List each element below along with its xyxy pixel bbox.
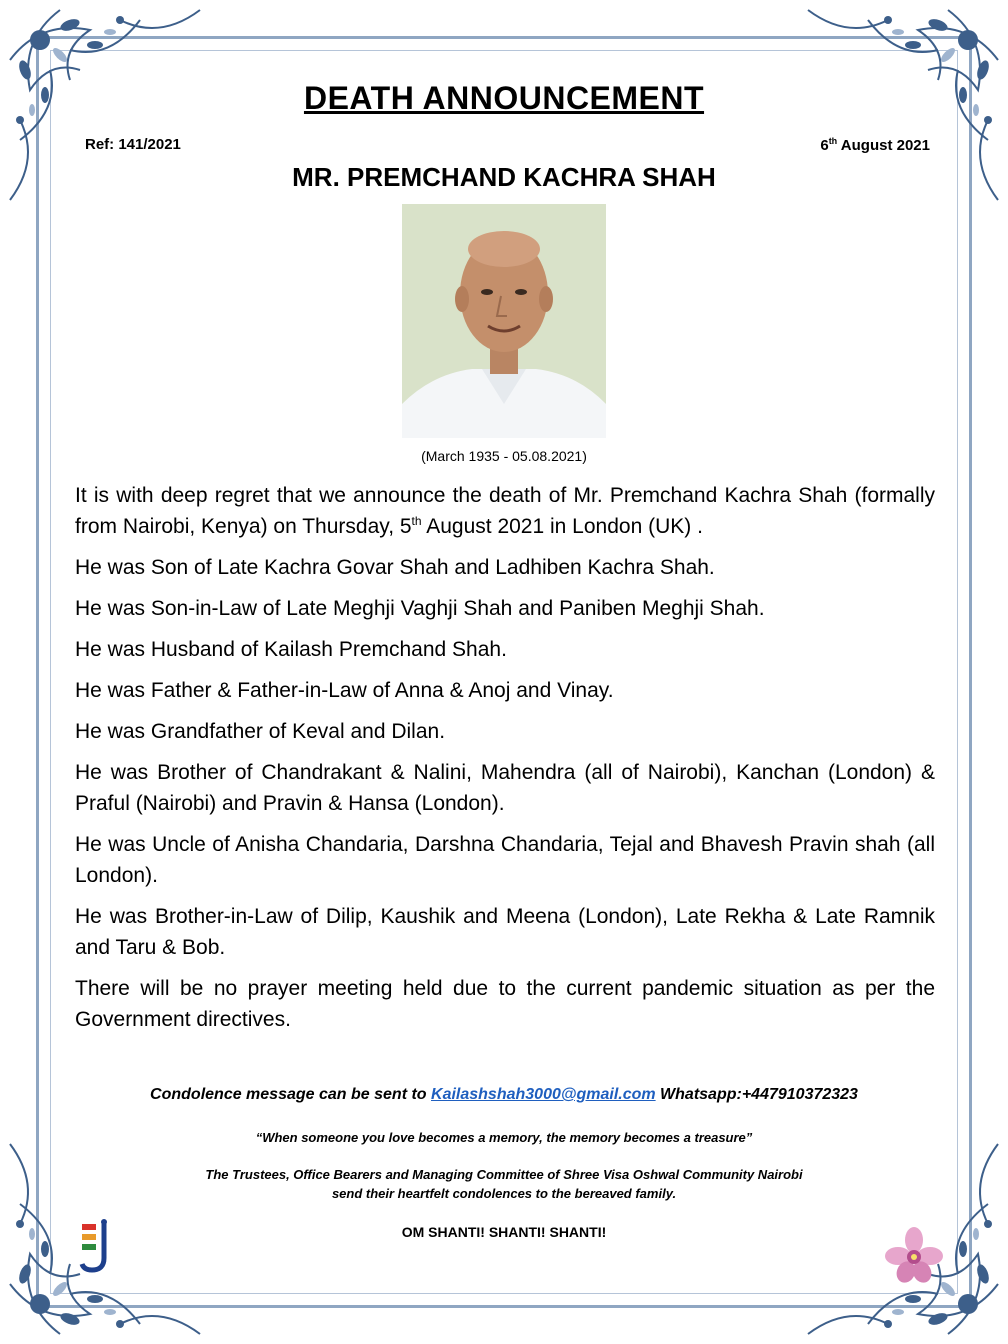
relation-husband: He was Husband of Kailash Premchand Shah.: [75, 638, 507, 661]
announcement-body: [75, 480, 935, 1045]
paragraph-text: August 2021 in London (UK) .: [421, 515, 703, 538]
trustees-line: send their heartfelt condolences to the bereaved family.: [331, 1186, 677, 1201]
whatsapp-number: Whatsapp:+447910372323: [655, 1086, 858, 1103]
trustees-message: [0, 1165, 1008, 1203]
deceased-name: MR. PREMCHAND KACHRA SHAH: [292, 162, 716, 192]
prayer-meeting-notice: There will be no prayer meeting held due to the current pandemic situation as per the Government directives.: [75, 977, 935, 1031]
om-shanti: OM SHANTI! SHANTI! SHANTI!: [401, 1224, 607, 1240]
floral-ornament-icon: [0, 0, 240, 240]
community-logo-icon: [78, 1218, 118, 1274]
announcement-paragraph: [75, 480, 935, 542]
relation-uncle: He was Uncle of Anisha Chandaria, Darshna Chandaria, Tejal and Bhavesh Pravin shah (all London).: [75, 833, 935, 887]
relation-grandfather: He was Grandfather of Keval and Dilan.: [75, 720, 446, 743]
relation-brother-in-law: He was Brother-in-Law of Dilip, Kaushik and Meena (London), Late Rekha & Late Ramnik and Taru & Bob.: [75, 905, 935, 959]
email-link[interactable]: Kailashshah3000@gmail.com: [431, 1086, 656, 1103]
memorial-quote: “When someone you love becomes a memory, the memory becomes a treasure”: [255, 1130, 753, 1145]
relation-father: He was Father & Father-in-Law of Anna & Anoj and Vinay.: [75, 679, 614, 702]
orchid-flower-icon: [884, 1226, 944, 1286]
trustees-line: The Trustees, Office Bearers and Managing Committee of Shree Visa Oshwal Community Nairobi: [205, 1167, 803, 1182]
announcement-date: [820, 136, 930, 154]
condolence-contact: [0, 1086, 1008, 1104]
date-month-year: August 2021: [837, 137, 930, 154]
portrait-photo: [402, 204, 606, 438]
floral-ornament-icon: [768, 0, 1008, 240]
relation-son-in-law: He was Son-in-Law of Late Meghji Vaghji Shah and Paniben Meghji Shah.: [75, 597, 765, 620]
reference-number: Ref: 141/2021: [85, 136, 181, 153]
condolence-label: Condolence message can be sent to: [150, 1086, 432, 1103]
paragraph-text: It is with deep regret that we announce the death of Mr. Premchand Kachra Shah (formally from Nairobi, Kenya) on Thursday, 5: [75, 484, 935, 538]
relation-son: He was Son of Late Kachra Govar Shah and Ladhiben Kachra Shah.: [75, 556, 715, 579]
relation-brother: He was Brother of Chandrakant & Nalini, Mahendra (all of Nairobi), Kanchan (London) & Praful (Nairobi) and Pravin & Hansa (London).: [75, 761, 935, 815]
date-day: 6: [820, 137, 829, 154]
ordinal-suffix: th: [411, 514, 422, 528]
lifespan: (March 1935 - 05.08.2021): [421, 448, 587, 464]
date-suffix: th: [828, 136, 838, 146]
page-title: DEATH ANNOUNCEMENT: [303, 80, 705, 116]
